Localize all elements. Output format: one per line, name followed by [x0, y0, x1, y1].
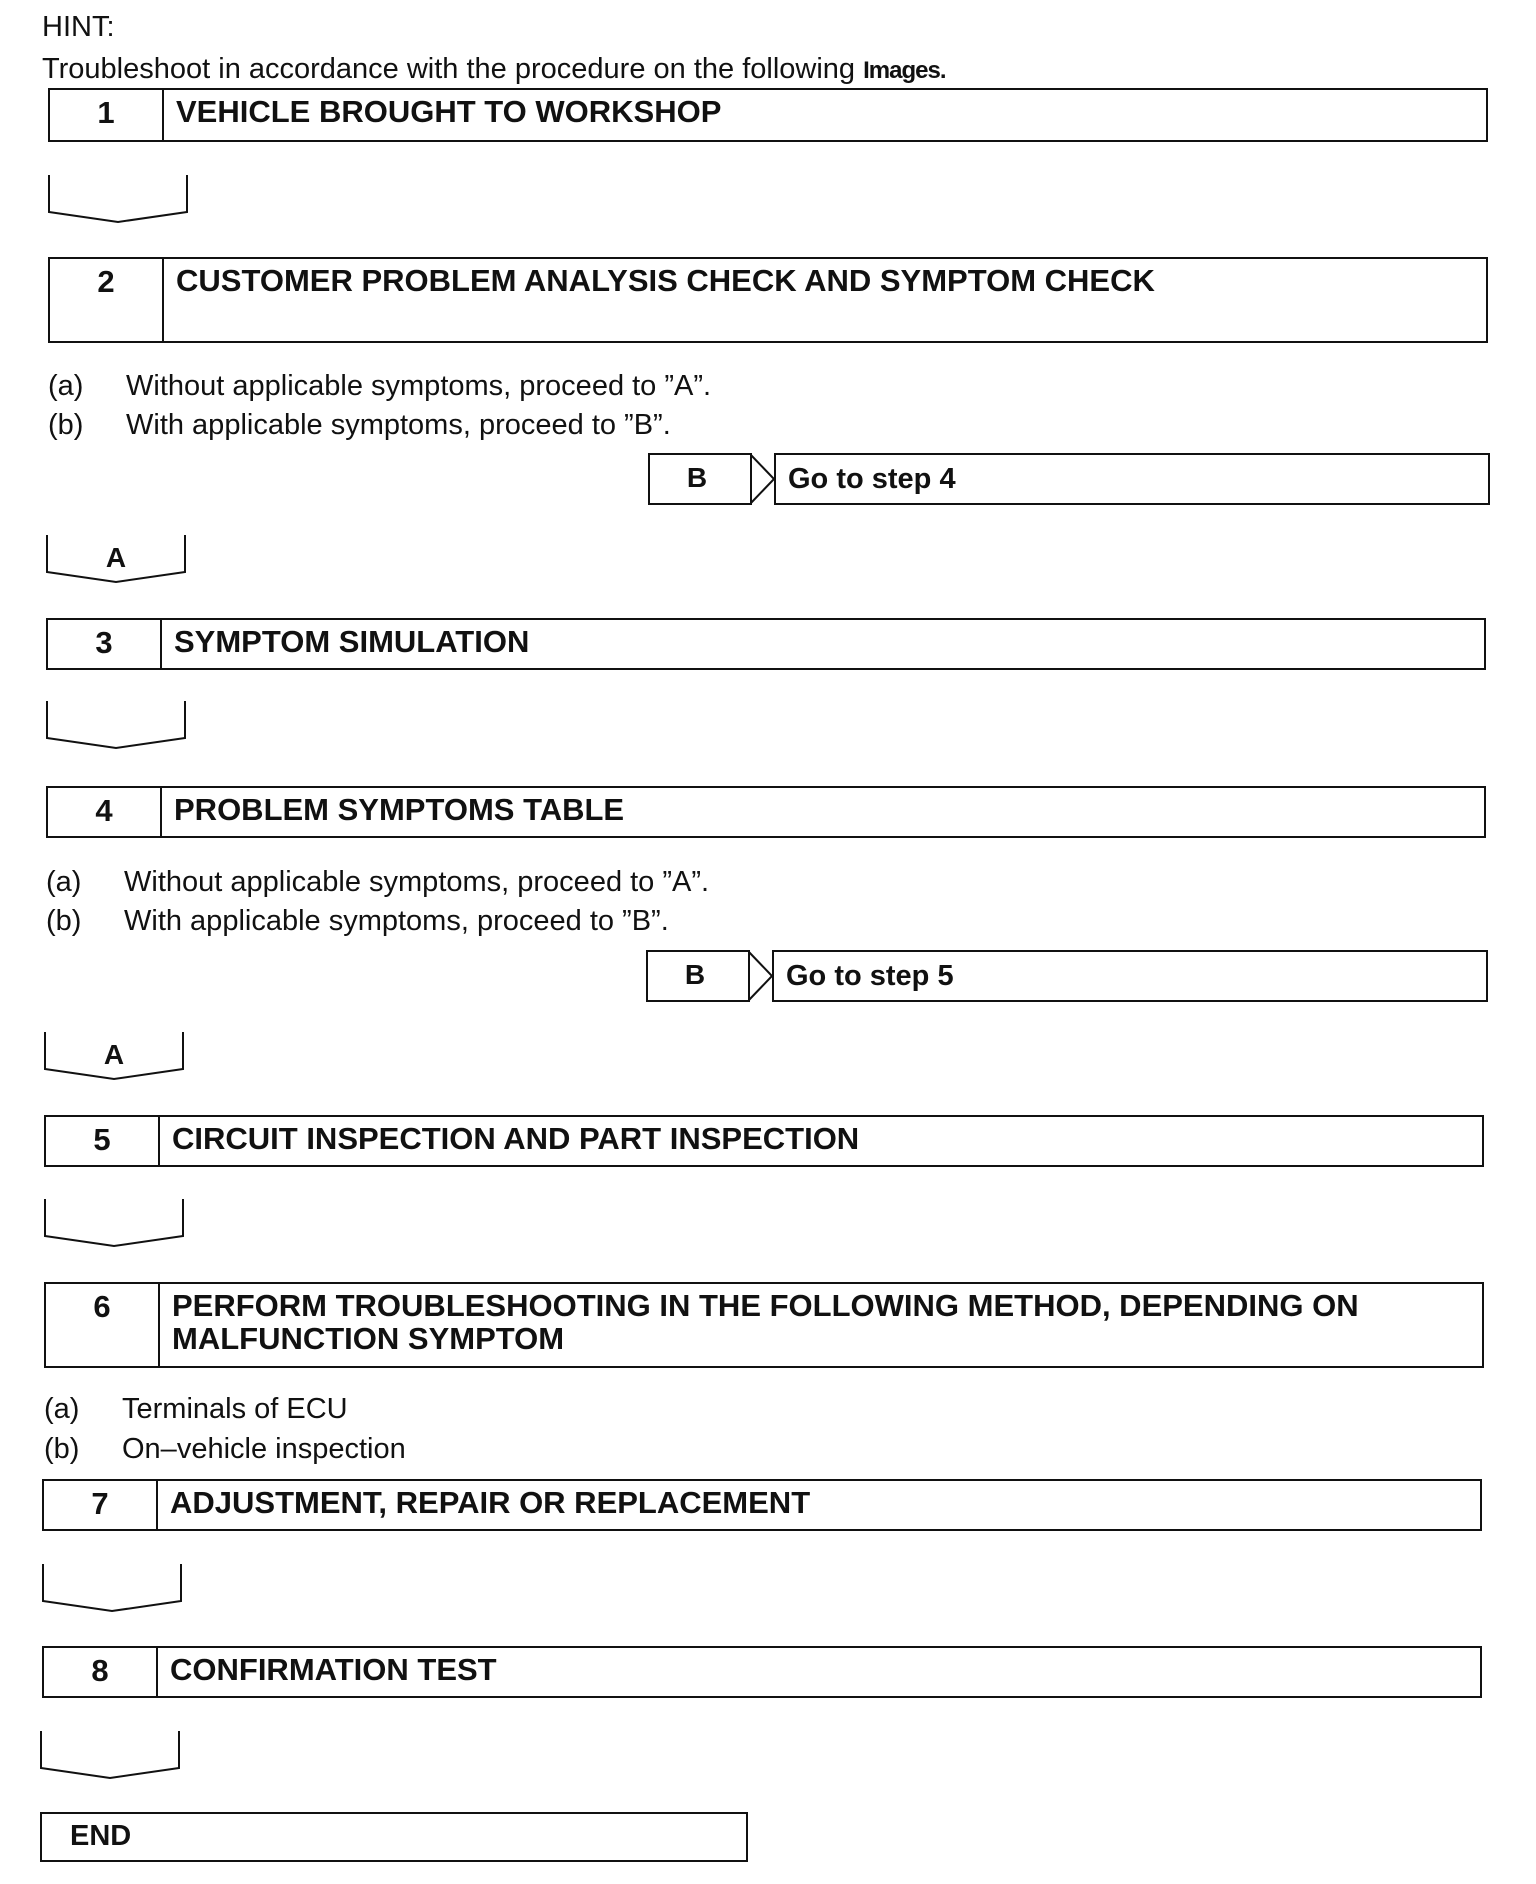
step-3: [46, 618, 1486, 670]
step-4-title: PROBLEM SYMPTOMS TABLE: [174, 792, 625, 827]
step-8: [42, 1646, 1482, 1698]
step-5-title: CIRCUIT INSPECTION AND PART INSPECTION: [172, 1121, 860, 1156]
branch-arrow-icon: [748, 950, 774, 1002]
step-7-number: 7: [44, 1481, 158, 1529]
step-5: [44, 1115, 1484, 1167]
note-label: (a): [46, 866, 82, 898]
note-text: With applicable symptoms, proceed to ”B”.: [124, 905, 669, 937]
flow-arrow-3: [46, 700, 186, 750]
note-text: Terminals of ECU: [122, 1393, 348, 1425]
note-text: On–vehicle inspection: [122, 1433, 406, 1465]
step-4: [46, 786, 1486, 838]
branch-label: B: [648, 453, 752, 505]
step-8-title: CONFIRMATION TEST: [170, 1652, 497, 1687]
step-3-number: 3: [48, 620, 162, 668]
note-label: (a): [48, 370, 84, 402]
step-6-note-a: [44, 1392, 348, 1426]
step-6-number: 6: [46, 1284, 160, 1366]
step-2: [48, 257, 1488, 343]
step-1: [48, 88, 1488, 142]
step-4-number: 4: [48, 788, 162, 836]
branch-b-step-5: [646, 950, 1488, 1002]
step-6-title: PERFORM TROUBLESHOOTING IN THE FOLLOWING METHOD, DEPENDING ON MALFUNCTION SYMPTOM: [172, 1288, 1359, 1356]
step-6: [44, 1282, 1484, 1368]
note-text: Without applicable symptoms, proceed to ”A”.: [126, 370, 712, 402]
flow-arrow-a-1: [46, 534, 186, 584]
arrow-label: A: [103, 1039, 125, 1070]
branch-target: Go to step 5: [772, 950, 1488, 1002]
hint-text-suffix: Images.: [863, 57, 946, 84]
step-2-number: 2: [50, 259, 164, 341]
arrow-label: A: [105, 542, 127, 573]
step-2-title: CUSTOMER PROBLEM ANALYSIS CHECK AND SYMPTOM CHECK: [176, 263, 1155, 298]
note-label: (a): [44, 1393, 80, 1425]
step-8-number: 8: [44, 1648, 158, 1696]
step-7-title: ADJUSTMENT, REPAIR OR REPLACEMENT: [170, 1485, 811, 1520]
note-label: (b): [44, 1433, 80, 1465]
step-3-title: SYMPTOM SIMULATION: [174, 624, 530, 659]
step-1-number: 1: [50, 90, 164, 140]
note-text: Without applicable symptoms, proceed to ”A”.: [124, 866, 710, 898]
note-text: With applicable symptoms, proceed to ”B”.: [126, 409, 671, 441]
end-box: END: [40, 1812, 748, 1862]
step-7: [42, 1479, 1482, 1531]
step-1-title: VEHICLE BROUGHT TO WORKSHOP: [176, 94, 722, 129]
hint-label: HINT:: [42, 11, 115, 43]
note-label: (b): [46, 905, 82, 937]
flow-arrow-1: [48, 174, 188, 224]
branch-target: Go to step 4: [774, 453, 1490, 505]
hint-text-main: Troubleshoot in accordance with the procedure on the following: [42, 53, 856, 85]
flow-arrow-8: [40, 1730, 180, 1780]
step-4-note-b: [46, 904, 669, 938]
step-6-note-b: [44, 1432, 406, 1466]
step-4-note-a: [46, 865, 709, 899]
flow-arrow-5: [44, 1198, 184, 1248]
step-2-note-b: [48, 408, 671, 442]
branch-b-step-4: [648, 453, 1490, 505]
hint-text: [42, 52, 946, 88]
branch-arrow-icon: [750, 453, 776, 505]
step-2-note-a: [48, 369, 711, 403]
flow-arrow-7: [42, 1563, 182, 1613]
note-label: (b): [48, 409, 84, 441]
branch-label: B: [646, 950, 750, 1002]
step-5-number: 5: [46, 1117, 160, 1165]
flow-arrow-a-2: [44, 1031, 184, 1081]
